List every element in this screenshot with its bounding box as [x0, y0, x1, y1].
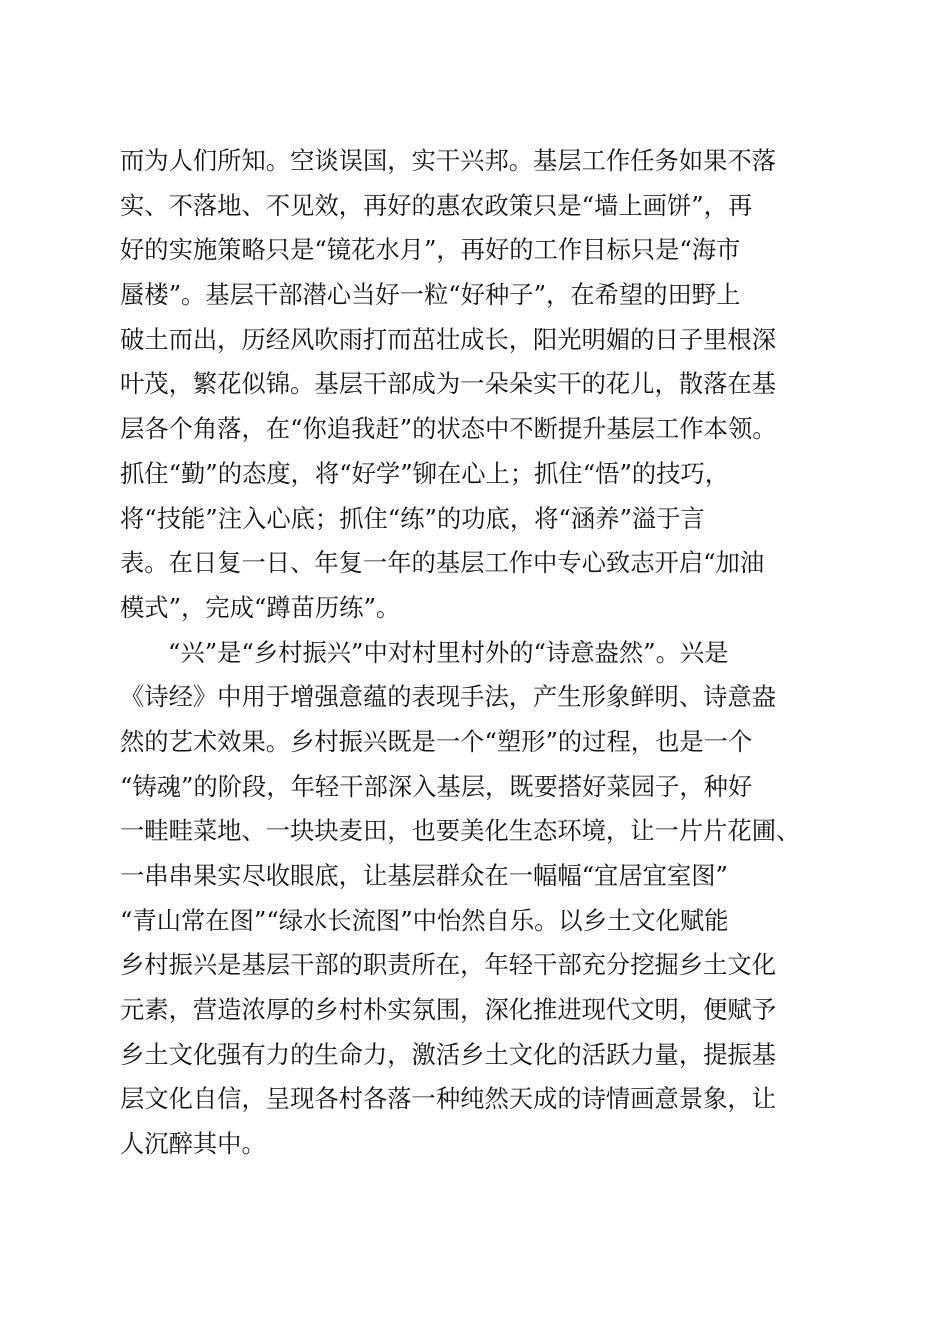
- text-line: 然的艺术效果。乡村振兴既是一个“塑形”的过程，也是一个: [120, 726, 753, 756]
- text-line: “青山常在图”“绿水长流图”中怡然自乐。以乡土文化赋能: [120, 905, 729, 935]
- document-body: [120, 139, 840, 1167]
- text-line: 好的实施策略只是“镜花水月”，再好的工作目标只是“海市: [120, 235, 741, 265]
- paragraph-1: [120, 139, 840, 631]
- text-line: 表。在日复一日、年复一年的基层工作中专心致志开启“加油: [120, 548, 765, 578]
- text-line: 一畦畦菜地、一块块麦田，也要美化生态环境，让一片片花圃、: [120, 816, 801, 846]
- text-line: 而为人们所知。空谈误国，实干兴邦。基层工作任务如果不落: [120, 146, 777, 175]
- text-line: 叶茂，繁花似锦。基层干部成为一朵朵实干的花儿，散落在基: [120, 369, 777, 399]
- text-line: 模式”，完成“蹲苗历练”。: [120, 592, 401, 622]
- text-line: 人沉醉其中。: [120, 1129, 266, 1159]
- text-line: 实、不落地、不见效，再好的惠农政策只是“墙上画饼”，再: [120, 190, 753, 220]
- paragraph-2: [120, 631, 840, 1167]
- text-line: 破土而出，历经风吹雨打而茁壮成长，阳光明媚的日子里根深: [120, 324, 777, 354]
- text-line: 层文化自信，呈现各村各落一种纯然天成的诗情画意景象，让: [120, 1084, 777, 1114]
- text-line: 一串串果实尽收眼底，让基层群众在一幅幅“宜居宜室图”: [120, 861, 728, 890]
- text-line: 乡村振兴是基层干部的职责所在，年轻干部充分挖掘乡土文化: [120, 950, 777, 980]
- text-line: 元素，营造浓厚的乡村朴实氛围，深化推进现代文明，便赋予: [120, 995, 777, 1025]
- text-line: 《诗经》中用于增强意蕴的表现手法，产生形象鲜明、诗意盎: [120, 682, 777, 712]
- text-line: 蜃楼”。基层干部潜心当好一粒“好种子”，在希望的田野上: [120, 280, 741, 310]
- text-line: 层各个角落，在“你追我赶”的状态中不断提升基层工作本领。: [120, 414, 777, 444]
- text-line: 抓住“勤”的态度，将“好学”铆在心上；抓住“悟”的技巧，: [120, 458, 730, 488]
- text-line: “兴”是“乡村振兴”中对村里村外的“诗意盎然”。兴是: [168, 637, 729, 667]
- text-line: 将“技能”注入心底；抓住“练”的功底，将“涵养”溢于言: [120, 503, 705, 533]
- text-line: “铸魂”的阶段，年轻干部深入基层，既要搭好菜园子，种好: [120, 771, 753, 801]
- text-line: 乡土文化强有力的生命力，激活乡土文化的活跃力量，提振基: [120, 1039, 777, 1069]
